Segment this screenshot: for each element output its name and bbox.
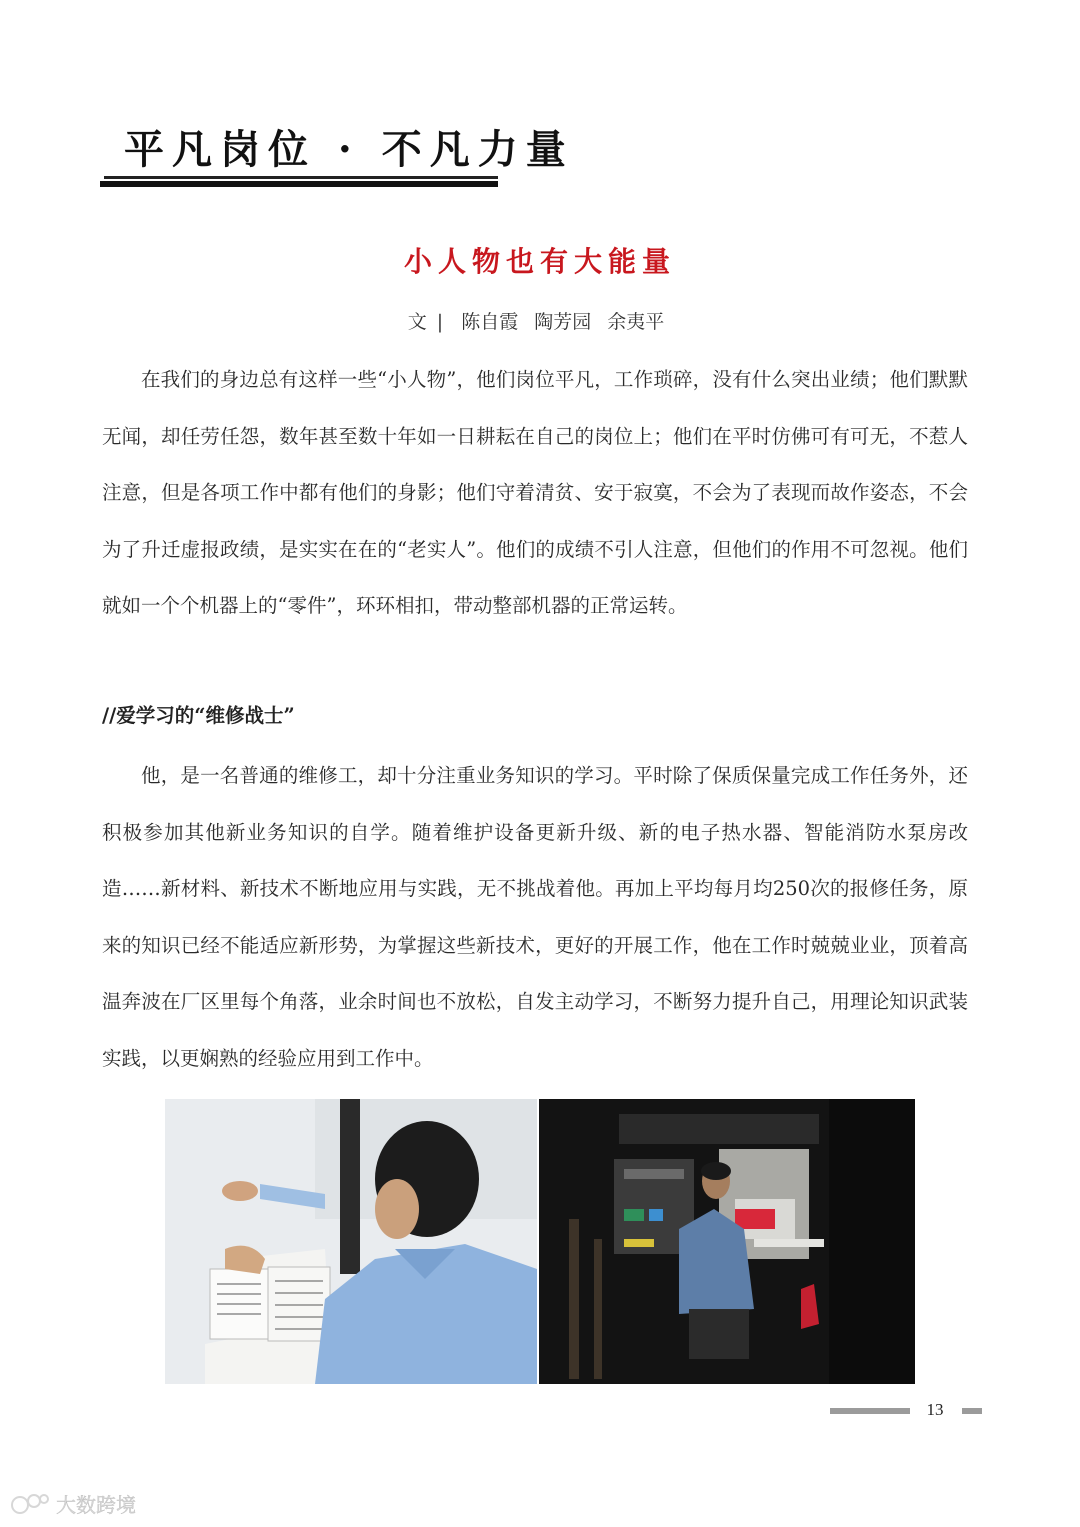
byline-author: 余夷平 [607,311,665,333]
byline-author: 陈自霞 [461,311,519,333]
svg-text:大数跨境: 大数跨境 [56,1493,136,1517]
photo-strip [165,1099,915,1384]
section-title: 平凡岗位 · 不凡力量 [124,126,574,173]
footer-bar-right [962,1408,982,1414]
watermark-graphic [8,1489,148,1519]
title-underline [100,176,498,190]
photo-reading-manual-graphic [165,1099,537,1384]
subheading: //爱学习的“维修战士” [102,704,295,727]
title-underline-thin [104,176,498,179]
photo-workshop-desk [539,1099,915,1384]
byline [0,307,1080,334]
byline-author: 陶芳园 [534,311,592,333]
footer-bar-left [830,1408,910,1414]
title-underline-thick [100,181,498,187]
page-number: 13 [926,1400,944,1419]
photo-reading-manual [165,1099,537,1384]
byline-prefix: 文 [407,311,427,333]
watermark-logo [8,1489,148,1519]
photo-workshop-desk-graphic [539,1099,915,1384]
intro-paragraph: 在我们的身边总有这样一些“小人物”，他们岗位平凡，工作琐碎，没有什么突出业绩；他们默默无闻，却任劳任怨，数年甚至数十年如一日耕耘在自己的岗位上；他们在平时仿佛可有可无，不惹人注意，但是各项工作中都有他们的身影；他们守着清贫、安于寂寞，不会为了表现而故作姿态，不会为了升迁虚报政绩，是实实在在的“老实人”。他们的成绩不引人注意，但他们的作用不可忽视。他们就如一个个机器上的“零件”，环环相扣，带动整部机器的正常运转。 [102,368,968,617]
body-paragraph: 他，是一名普通的维修工，却十分注重业务知识的学习。平时除了保质保量完成工作任务外，还积极参加其他新业务知识的自学。随着维护设备更新升级、新的电子热水器、智能消防水泵房改造……新材料、新技术不断地应用与实践，无不挑战着他。再加上平均每月均250次的报修任务，原来的知识已经不能适应新形势，为掌握这些新技术，更好的开展工作，他在工作时兢兢业业，顶着高温奔波在厂区里每个角落，业余时间也不放松，自发主动学习，不断努力提升自己，用理论知识武装实践，以更娴熟的经验应用到工作中。 [102,764,968,1070]
article-title: 小人物也有大能量 [403,245,676,278]
byline-separator: | [436,311,444,333]
